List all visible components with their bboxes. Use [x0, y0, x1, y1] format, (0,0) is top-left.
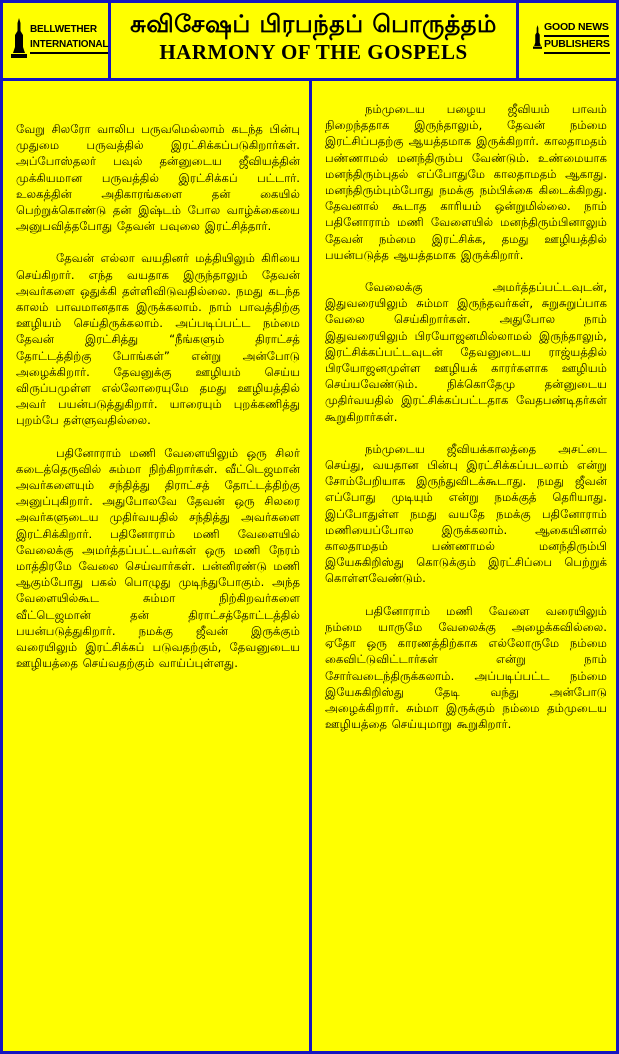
left-paragraph-1: வேறு சிலரோ வாலிப பருவமெல்லாம் கடந்த பின்பு முதுமை பருவத்தில் இரட்சிக்கப்படுகிறார்கள். அப்போஸ்தலர் பவுல் தன்னுடைய ஜீவியத்தின் முக்கியமான பருவத்தில் இரட்சிக்கப் பட்டார். உலகத்தின் அதிகாரங்களை தன் கையில் பெற்றுக்கொண்டு தன் இஷ்டம் போல வாழ்க்கையை அனுபவித்தபோது தேவன் பவுலை இரட்சித்தார்.: [16, 122, 300, 234]
header: [3, 3, 616, 81]
good-news-logo: [516, 3, 619, 78]
right-paragraph-3: நம்முடைய ஜீவியக்காலத்தை அசட்டை செய்து, வயதான பின்பு இரட்சிக்கப்படலாம் என்று சோம்பேறியாக இருந்துவிடக்கூடாது. நமது ஜீவன் எப்போது முடியும் என்று நமக்குத் தெரியாது. இப்போதுள்ள நமது வயதே நமக்கு பதினோராம் மணியைப்போல இருக்கலாம். ஆகையினால் காலதாமதம் பண்ணாமல் மனந்திரும்பி இயேசுகிறிஸ்து கொடுக்கும் இரட்சிப்பை பெற்றுக் கொள்ளவேண்டும்.: [325, 441, 607, 586]
right-logo-line2: PUBLISHERS: [544, 37, 610, 54]
left-logo-line2: INTERNATIONAL: [30, 37, 108, 54]
title-english: HARMONY OF THE GOSPELS: [159, 40, 468, 64]
bellwether-logo: [3, 3, 111, 78]
left-paragraph-2: தேவன் எல்லா வயதினர் மத்தியிலும் கிரியை செய்கிறார். எந்த வயதாக இருந்தாலும் தேவன் அவர்களை ஒதுக்கி தள்ளிவிடுவதில்லை. நமது கடந்த காலம் பாவமானதாக இருக்கலாம். நாம் பாவத்திற்கு ஊழியம் செய்திருக்கலாம். அப்படிப்பட்ட நம்மை தேவன் இரட்சித்து “நீங்களும் திராட்சத் தோட்டத்திற்கு போங்கள்” என்று அன்போடு அழைக்கிறார். தேவனுக்கு ஊழியம் செய்ய விருப்பமுள்ள எல்லோரையுமே தமது ஊழியத்தில் அவர் பயன்படுத்துகிறார். யாரையும் புறக்கணித்து புறம்பே தள்ளுவதில்லை.: [16, 251, 300, 428]
right-paragraph-4: பதினோராம் மணி வேளை வரையிலும் நம்மை யாருமே வேலைக்கு அழைக்கவில்லை. ஏதோ ஒரு காரணத்திற்காக எல்லோருமே நம்மை கைவிட்டுவிட்டார்கள் என்று நாம் சோர்வடைந்திருக்கலாம். அப்படிப்பட்ட நம்மை இயேசுகிறிஸ்து தேடி வந்து அன்போடு அழைக்கிறார். சும்மா இருக்கும் நம்மை தம்முடைய ஊழியத்தை செய்யுமாறு கூறுகிறார்.: [325, 603, 607, 732]
right-column: [312, 81, 616, 1051]
left-logo-line1: BELLWETHER: [30, 24, 97, 35]
left-paragraph-3: பதினோராம் மணி வேளையிலும் ஒரு சிலர் கடைத்தெருவில் சும்மா நிற்கிறார்கள். வீட்டெஜமான் அவர்களையும் சந்தித்து திராட்சத் தோட்டத்திற்கு அனுப்புகிறார். அதுபோலவே தேவன் ஒரு சிலரை அவர்களுடைய முதிர்வயதில் சந்தித்து அவர்களை இரட்சிக்கிறார். பதினோராம் மணி வேளையில் வேலைக்கு அமர்த்தப்பட்டவர்கள் ஒரு மணி நேரம் மாத்திரமே வேலை செய்வார்கள். பன்னிரண்டு மணி ஆகும்போது பகல் பொழுது முடிந்துபோகும். அந்த வேளையில்கூட சும்மா நிற்கிறவர்களை வீட்டெஜமான் தன் திராட்சத்தோட்டத்தில் பயன்படுத்துகிறார். நமக்கு ஜீவன் இருக்கும் வரையிலும் இரட்சிக்கப் படுவதற்கும், தேவனுடைய ஊழியத்தை செய்வதற்கும் வாய்ப்புள்ளது.: [16, 445, 300, 671]
left-column: [3, 81, 312, 1051]
right-logo-line1: GOOD NEWS: [544, 20, 609, 37]
right-paragraph-1: நம்முடைய பழைய ஜீவியம் பாவம் நிறைந்ததாக இருந்தாலும், தேவன் நம்மை இரட்சிப்பதற்கு ஆயத்தமாக இருக்கிறார். காலதாமதம் பண்ணாமல் மனந்திரும்ப வேண்டும். உண்மையாக மனந்திரும்புதல் எப்போதுமே காலதாமதம் ஆகாது. மனந்திரும்பும்போது நமக்கு நம்பிக்கை கிடைக்கிறது. தேவனால் கூடாத காரியம் ஒன்றுமில்லை. நாம் பதினோராம் மணி வேளையில் மனந்திரும்பினாலும் தேவன் நம்மை இரட்சிக்க, தமது ஊழியத்தில் பயன்படுத்த ஆயத்தமாக இருக்கிறார்.: [325, 102, 607, 262]
bellwether-logo-icon: [11, 17, 27, 59]
good-news-logo-icon: [533, 15, 542, 59]
title-box: [111, 3, 516, 78]
title-tamil: சுவிசேஷப் பிரபந்தப் பொருத்தம்: [130, 10, 497, 38]
right-paragraph-2: வேலைக்கு அமர்த்தப்பட்டவுடன், இதுவரையிலும் சும்மா இருந்தவர்கள், சுறுசுறுப்பாக வேலை செய்கிறார்கள். அதுபோல நாம் இதுவரையிலும் பிரயோஜனமில்லாமல் இருந்தாலும், இரட்சிக்கப்பட்டவுடன் தேவனுடைய ராஜ்யத்தில் பிரயோஜனமுள்ள ஊழியக் காரர்களாக ஊழியம் செய்யவேண்டும். நிக்கொதேமு தன்னுடைய முதிர்வயதில் இரட்சிக்கப்பட்டதாக வேதபண்டிதர்கள் கூறுகிறார்கள்.: [325, 280, 607, 424]
